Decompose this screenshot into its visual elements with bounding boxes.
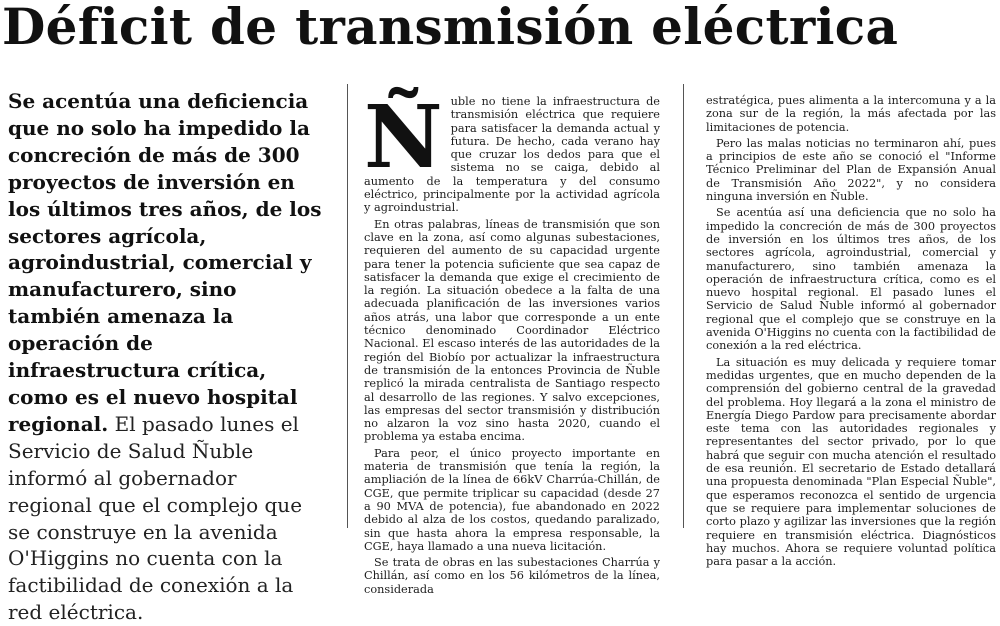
column1-paragraph-2: En otras palabras, líneas de transmisión que son clave en la zona, así como algunas subestaciones, requieren del aumento de su capacidad urgente para tener la potencia suficiente que sea capaz de satisfacer la demanda que exige el crecimiento de la región. La situación obedece a la falta de una adecuada planificación de las inversiones varios años atrás, una labor que corresponde a un ente técnico denominado Coordinador Eléctrico Nacional. El escaso interés de las autoridades de la región del Biobío por actualizar la infraestructura de transmisión de la entonces Provincia de Ñuble replicó la mirada centralista de Santiago respecto al desarrollo de las regiones. Y salvo excepciones, las empresas del sector transmisión y distribución no alzaron la voz sino hasta 2020, cuando el problema ya estaba encima.: [364, 217, 660, 444]
column-divider-left: [347, 84, 348, 528]
article-column-2: [706, 94, 996, 569]
column2-paragraph-3: Se acentúa así una deficiencia que no solo ha impedido la concreción de más de 300 proyectos de inversión en los últimos tres años, de los sectores agrícola, agroindustrial, comercial y manufacturero, sino también amenaza la operación de infraestructura crítica, como es el nuevo hospital regional. El pasado lunes el Servicio de Salud Ñuble informó al gobernador regional que el complejo que se construye en la avenida O'Higgins no cuenta con la factibilidad de conexión a la red eléctrica.: [706, 206, 996, 353]
article-column-1: [364, 87, 660, 596]
column2-paragraph-1: estratégica, pues alimenta a la intercomuna y a la zona sur de la región, la más afectada por las limitaciones de potencia.: [706, 94, 996, 134]
drop-cap: Ñ: [364, 87, 443, 188]
intro-regular-text: El pasado lunes el Servicio de Salud Ñuble informó al gobernador regional que el complejo que se construye en la avenida O'Higgins no cuenta con la factibilidad de conexión a la red eléctrica.: [8, 411, 303, 625]
headline: Déficit de transmisión eléctrica: [2, 0, 899, 56]
column2-paragraph-4: La situación es muy delicada y requiere tomar medidas urgentes, que en mucho dependen de la comprensión del gobierno central de la gravedad del problema. Hoy llegará a la zona el ministro de Energía Diego Pardow para precisamente abordar este tema con las autoridades regionales y representantes del sector privado, por lo que habrá que seguir con mucha atención el resultado de esa reunión. El secretario de Estado detallará una propuesta denominada "Plan Especial Ñuble", que esperamos reconozca el sentido de urgencia que se requiere para implementar soluciones de corto plazo y agilizar las inversiones que la región requiere en transmisión eléctrica. Diagnósticos hay muchos. Ahora se requiere voluntad política para pasar a la acción.: [706, 355, 996, 569]
intro-bold-text: Se acentúa una deficiencia que no solo ha impedido la concreción de más de 300 proyectos de inversión en los últimos tres años, de los sectores agrícola, agroindustrial, comercial y manufacturero, sino también amenaza la operación de infraestructura crítica, como es el nuevo hospital regional.: [8, 89, 322, 436]
column1-paragraph-4: Se trata de obras en las subestaciones Charrúa y Chillán, así como en los 56 kilómetros de la línea, considerada: [364, 556, 660, 596]
column1-paragraph-1: uble no tiene la infraestructura de transmisión eléctrica que requiere para satisfacer la demanda actual y futura. De hecho, cada verano hay que cruzar los dedos para que el sistema no se caiga, debido al aumento de la temperatura y del consumo eléctrico, principalmente por la actividad agrícola y agroindustrial.: [364, 95, 660, 215]
column-divider-right: [683, 84, 684, 528]
column2-paragraph-2: Pero las malas noticias no terminaron ahí, pues a principios de este año se conoció el "Informe Técnico Preliminar del Plan de Expansión Anual de Transmisión Año 2022", y no considera ninguna inversión en Ñuble.: [706, 136, 996, 204]
column1-paragraph-3: Para peor, el único proyecto importante en materia de transmisión que tenía la región, la ampliación de la línea de 66kV Charrúa-Chillán, de CGE, que permite triplicar su capacidad (desde 27 a 90 MVA de potencia), fue abandonado en 2022 debido al alza de los costos, quedando paralizado, sin que hasta ahora la empresa responsable, la CGE, haya llamado a una nueva licitación.: [364, 446, 660, 553]
intro-paragraph: [8, 88, 326, 626]
